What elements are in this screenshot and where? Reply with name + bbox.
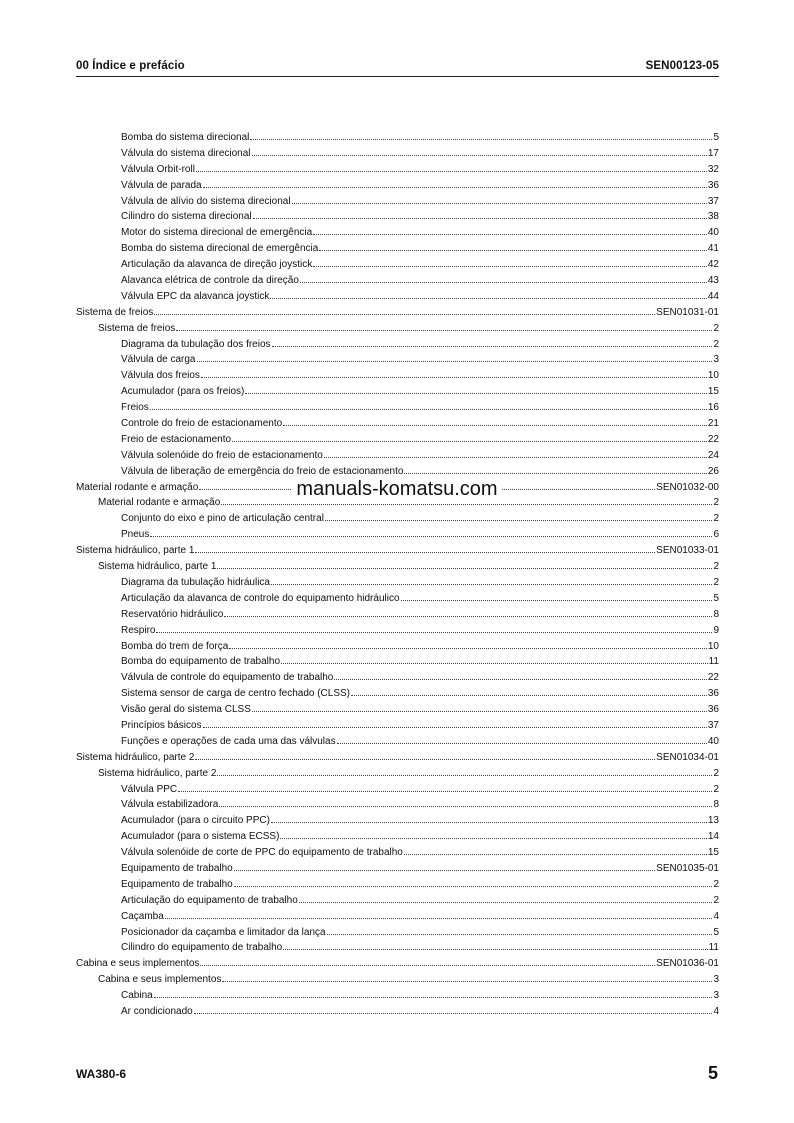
toc-entry[interactable] <box>76 750 719 766</box>
toc-entry-page: 2 <box>713 497 719 509</box>
dot-leader <box>222 981 712 982</box>
toc-entry-page: 10 <box>707 640 719 652</box>
toc-entry-title: Cabina <box>121 990 153 1002</box>
watermark <box>0 478 794 501</box>
toc-entry-page: 42 <box>707 259 719 271</box>
toc-entry-page: 38 <box>707 211 719 223</box>
toc-entry-title: Caçamba <box>121 910 164 922</box>
toc-entry-title: Sistema de freios <box>76 306 154 318</box>
toc-entry[interactable] <box>76 718 719 734</box>
dot-leader <box>150 536 712 537</box>
toc-entry-title: Bomba do sistema direcional <box>121 132 250 143</box>
toc-entry-title: Acumulador (para o sistema ECSS) <box>121 831 280 843</box>
toc-entry[interactable] <box>76 909 719 925</box>
toc-entry[interactable] <box>76 416 719 432</box>
toc-entry[interactable] <box>76 813 719 829</box>
toc-entry[interactable] <box>76 448 719 464</box>
toc-entry-page: 36 <box>707 704 719 716</box>
toc-entry-title: Cilindro do equipamento de trabalho <box>121 942 283 954</box>
toc-entry-title: Válvula EPC da alavanca joystick <box>121 290 270 302</box>
dot-leader <box>325 520 713 521</box>
dot-leader <box>281 663 708 664</box>
toc-entry-page: 5 <box>713 592 719 604</box>
toc-entry-page: 11 <box>708 656 719 668</box>
toc-entry[interactable] <box>76 146 719 162</box>
dot-leader <box>178 791 712 792</box>
toc-entry[interactable] <box>76 893 719 909</box>
toc-entry-page: 2 <box>713 767 719 779</box>
toc-entry-title: Acumulador (para os freios) <box>121 386 245 398</box>
toc-entry-title: Válvula PPC <box>121 783 178 795</box>
dot-leader <box>217 568 712 569</box>
toc-entry[interactable] <box>76 225 719 241</box>
dot-leader <box>401 600 713 601</box>
dot-leader <box>283 949 707 950</box>
toc-entry-title: Freios <box>121 402 149 414</box>
dot-leader <box>200 965 655 966</box>
toc-entry-page: 32 <box>707 163 719 175</box>
dot-leader <box>197 361 713 362</box>
dot-leader <box>201 377 707 378</box>
dot-leader <box>404 473 706 474</box>
toc-entry-page: 2 <box>713 576 719 588</box>
toc-entry-page: 3 <box>713 974 719 986</box>
dot-leader <box>232 441 707 442</box>
toc-entry-page: 21 <box>707 418 719 430</box>
dot-leader <box>319 250 707 251</box>
dot-leader <box>195 759 655 760</box>
toc-entry[interactable] <box>76 782 719 798</box>
dot-leader <box>324 457 707 458</box>
dot-leader <box>300 282 707 283</box>
toc-entry[interactable] <box>76 956 719 972</box>
toc-entry[interactable] <box>76 972 719 988</box>
toc-entry[interactable] <box>76 877 719 893</box>
toc-entry-page: 40 <box>707 735 719 747</box>
toc-entry-page: 15 <box>707 847 719 859</box>
page-header <box>76 60 719 77</box>
toc-entry-page: 36 <box>707 179 719 191</box>
toc-entry[interactable] <box>76 686 719 702</box>
toc-entry-title: Bomba do sistema direcional de emergência <box>121 243 319 255</box>
toc-entry-title: Reservatório hidráulico <box>121 608 224 620</box>
dot-leader <box>154 314 655 315</box>
toc-entry[interactable] <box>76 766 719 782</box>
toc-entry-title: Pneus <box>121 529 150 541</box>
toc-entry-title: Alavanca elétrica de controle da direção <box>121 275 299 287</box>
toc-entry[interactable] <box>76 829 719 845</box>
toc-entry[interactable] <box>76 734 719 750</box>
dot-leader <box>203 187 707 188</box>
watermark-text: manuals-komatsu.com <box>292 478 501 500</box>
toc-entry-page: 2 <box>713 783 719 795</box>
toc-entry-page: SEN01036-01 <box>656 958 719 970</box>
toc-entry-title: Válvula de parada <box>121 179 202 191</box>
toc-entry-title: Articulação da alavanca de controle do equipamento hidráulico <box>121 592 400 604</box>
toc-entry-page: 2 <box>713 322 719 334</box>
toc-entry-page: 2 <box>713 878 719 890</box>
toc-entry-title: Freio de estacionamento <box>121 433 232 445</box>
toc-entry[interactable] <box>76 940 719 956</box>
toc-entry-title: Válvula de carga <box>121 354 196 366</box>
dot-leader <box>283 425 707 426</box>
toc-entry-title: Sistema de freios <box>98 322 176 334</box>
toc-entry[interactable] <box>76 845 719 861</box>
toc-entry[interactable] <box>76 861 719 877</box>
toc-entry-title: Articulação do equipamento de trabalho <box>121 894 298 906</box>
dot-leader <box>154 997 713 998</box>
toc-entry-title: Acumulador (para o circuito PPC) <box>121 815 270 827</box>
toc-entry-title: Bomba do trem de força <box>121 640 229 652</box>
dot-leader <box>280 838 706 839</box>
dot-leader <box>224 616 712 617</box>
toc-entry-page: 44 <box>707 290 719 302</box>
toc-entry-page: 6 <box>713 529 719 541</box>
toc-entry-page: 4 <box>713 1005 719 1017</box>
toc-entry-page: 13 <box>707 815 719 827</box>
toc-entry[interactable] <box>76 511 719 527</box>
toc-entry-title: Posicionador da caçamba e limitador da lança <box>121 926 326 938</box>
toc-entry-title: Válvula de liberação de emergência do freio de estacionamento <box>121 465 404 477</box>
toc-entry-page: 10 <box>707 370 719 382</box>
toc-entry-page: 43 <box>707 275 719 287</box>
toc-entry-title: Material rodante e armação <box>76 481 199 493</box>
toc-entry-title: Válvula solenóide de corte de PPC do equipamento de trabalho <box>121 847 403 859</box>
toc-entry[interactable] <box>76 130 719 146</box>
toc-entry[interactable] <box>76 209 719 225</box>
dot-leader <box>156 632 712 633</box>
toc-entry-page: SEN01033-01 <box>656 545 719 557</box>
toc-entry-page: 2 <box>713 338 719 350</box>
toc-entry-title: Respiro <box>121 624 156 636</box>
toc-entry-page: 8 <box>713 799 719 811</box>
toc-entry-title: Sistema hidráulico, parte 1 <box>76 545 195 557</box>
dot-leader <box>253 218 707 219</box>
dot-leader <box>195 552 655 553</box>
dot-leader <box>194 1013 713 1014</box>
dot-leader <box>250 139 712 140</box>
toc-entry-title: Diagrama da tubulação dos freios <box>121 338 271 350</box>
dot-leader <box>327 934 713 935</box>
toc-entry-page: 22 <box>707 672 719 684</box>
toc-entry-title: Motor do sistema direcional de emergência <box>121 227 313 239</box>
dot-leader <box>150 409 707 410</box>
toc-entry-page: 2 <box>713 513 719 525</box>
dot-leader <box>165 918 713 919</box>
toc-entry-title: Válvula de alívio do sistema direcional <box>121 195 291 207</box>
dot-leader <box>245 393 706 394</box>
toc-entry-page: 4 <box>713 910 719 922</box>
dot-leader <box>234 870 655 871</box>
dot-leader <box>404 854 707 855</box>
toc-entry[interactable] <box>76 257 719 273</box>
toc-entry-page: 41 <box>707 243 719 255</box>
toc-entry-title: Bomba do equipamento de trabalho <box>121 656 281 668</box>
dot-leader <box>351 695 707 696</box>
toc-entry[interactable] <box>76 654 719 670</box>
toc-entry[interactable] <box>76 321 719 337</box>
section-title: 00 Índice e prefácio <box>76 60 185 72</box>
toc-entry-page: 3 <box>713 354 719 366</box>
toc-entry[interactable] <box>76 289 719 305</box>
toc-entry[interactable] <box>76 988 719 1004</box>
dot-leader <box>270 298 706 299</box>
toc-entry-page: 36 <box>707 688 719 700</box>
toc-entry[interactable] <box>76 639 719 655</box>
toc-entry-title: Princípios básicos <box>121 719 202 731</box>
toc-entry[interactable] <box>76 702 719 718</box>
toc-entry-page: 5 <box>713 132 719 143</box>
toc-entry[interactable] <box>76 178 719 194</box>
toc-entry-title: Cabina e seus implementos <box>98 974 222 986</box>
toc-entry-title: Sistema sensor de carga de centro fechado (CLSS) <box>121 688 351 700</box>
toc-entry[interactable] <box>76 241 719 257</box>
toc-entry-page: 2 <box>713 561 719 573</box>
toc-entry-page: 14 <box>707 831 719 843</box>
dot-leader <box>219 806 712 807</box>
toc-entry-page: 8 <box>713 608 719 620</box>
toc-entry-title: Visão geral do sistema CLSS <box>121 704 251 716</box>
toc-entry[interactable] <box>76 925 719 941</box>
toc-entry-title: Sistema hidráulico, parte 1 <box>98 561 217 573</box>
toc-entry-title: Material rodante e armação <box>98 497 221 509</box>
dot-leader <box>272 346 713 347</box>
page-number: 5 <box>707 1063 718 1083</box>
toc-entry-title: Funções e operações de cada uma das válvulas <box>121 735 336 747</box>
toc-entry-title: Cilindro do sistema direcional <box>121 211 252 223</box>
document-code: SEN00123-05 <box>645 60 719 72</box>
toc-entry-title: Válvula Orbit-roll <box>121 163 195 175</box>
toc-entry-title: Sistema hidráulico, parte 2 <box>76 751 195 763</box>
toc-entry-title: Diagrama da tubulação hidráulica <box>121 576 270 588</box>
toc-entry-page: 26 <box>707 465 719 477</box>
toc-entry[interactable] <box>76 162 719 178</box>
toc-entry[interactable] <box>76 432 719 448</box>
toc-entry-page: 24 <box>707 449 719 461</box>
dot-leader <box>292 203 707 204</box>
dot-leader <box>176 330 712 331</box>
toc-entry-title: Articulação da alavanca de direção joystick <box>121 259 313 271</box>
dot-leader <box>252 711 707 712</box>
toc-entry[interactable] <box>76 384 719 400</box>
dot-leader <box>221 504 712 505</box>
dot-leader <box>229 648 707 649</box>
toc-entry-page: 37 <box>707 195 719 207</box>
toc-entry-page: 11 <box>708 942 719 954</box>
toc-entry[interactable] <box>76 591 719 607</box>
toc-entry-page: 3 <box>713 990 719 1002</box>
toc-entry-title: Controle do freio de estacionamento <box>121 418 283 430</box>
toc-entry-title: Cabina e seus implementos <box>76 958 200 970</box>
toc-entry-title: Válvula estabilizadora <box>121 799 219 811</box>
dot-leader <box>334 679 707 680</box>
toc-entry[interactable] <box>76 368 719 384</box>
toc-entry[interactable] <box>76 797 719 813</box>
toc-entry[interactable] <box>76 352 719 368</box>
toc-entry-page: 40 <box>707 227 719 239</box>
toc-entry[interactable] <box>76 305 719 321</box>
toc-entry[interactable] <box>76 527 719 543</box>
dot-leader <box>313 234 707 235</box>
toc-entry-title: Conjunto do eixo e pino de articulação central <box>121 513 324 525</box>
toc-entry[interactable] <box>76 1004 719 1020</box>
toc-entry[interactable] <box>76 575 719 591</box>
toc-entry-page: 5 <box>713 926 719 938</box>
dot-leader <box>252 155 707 156</box>
toc-entry[interactable] <box>76 623 719 639</box>
toc-entry[interactable] <box>76 670 719 686</box>
toc-entry[interactable] <box>76 559 719 575</box>
table-of-contents <box>76 130 719 1020</box>
toc-entry-page: 9 <box>713 624 719 636</box>
toc-entry-page: SEN01035-01 <box>656 862 719 874</box>
dot-leader <box>299 902 713 903</box>
toc-entry-title: Válvula solenóide do freio de estacionamento <box>121 449 323 461</box>
dot-leader <box>271 822 707 823</box>
toc-entry[interactable] <box>76 543 719 559</box>
toc-entry-page: SEN01032-00 <box>656 481 719 493</box>
toc-entry-page: SEN01031-01 <box>656 306 719 318</box>
toc-entry[interactable] <box>76 337 719 353</box>
toc-entry-title: Equipamento de trabalho <box>121 862 233 874</box>
toc-entry[interactable] <box>76 194 719 210</box>
toc-entry-page: 17 <box>707 147 719 159</box>
toc-entry-page: 15 <box>707 386 719 398</box>
toc-entry-page: 16 <box>707 402 719 414</box>
toc-entry[interactable] <box>76 400 719 416</box>
toc-entry[interactable] <box>76 273 719 289</box>
dot-leader <box>196 171 707 172</box>
model-label: WA380-6 <box>76 1067 127 1081</box>
toc-entry-title: Válvula do sistema direcional <box>121 147 251 159</box>
toc-entry-title: Válvula dos freios <box>121 370 200 382</box>
toc-entry-page: SEN01034-01 <box>656 751 719 763</box>
dot-leader <box>337 743 707 744</box>
toc-entry-title: Sistema hidráulico, parte 2 <box>98 767 217 779</box>
toc-entry-title: Válvula de controle do equipamento de trabalho <box>121 672 334 684</box>
toc-entry-title: Ar condicionado <box>121 1005 193 1017</box>
toc-entry-page: 22 <box>707 433 719 445</box>
dot-leader <box>217 775 712 776</box>
toc-entry-page: 2 <box>713 894 719 906</box>
dot-leader <box>234 886 713 887</box>
dot-leader <box>313 266 707 267</box>
dot-leader <box>271 584 712 585</box>
toc-entry-title: Equipamento de trabalho <box>121 878 233 890</box>
toc-entry[interactable] <box>76 607 719 623</box>
toc-entry-page: 37 <box>707 719 719 731</box>
dot-leader <box>203 727 707 728</box>
